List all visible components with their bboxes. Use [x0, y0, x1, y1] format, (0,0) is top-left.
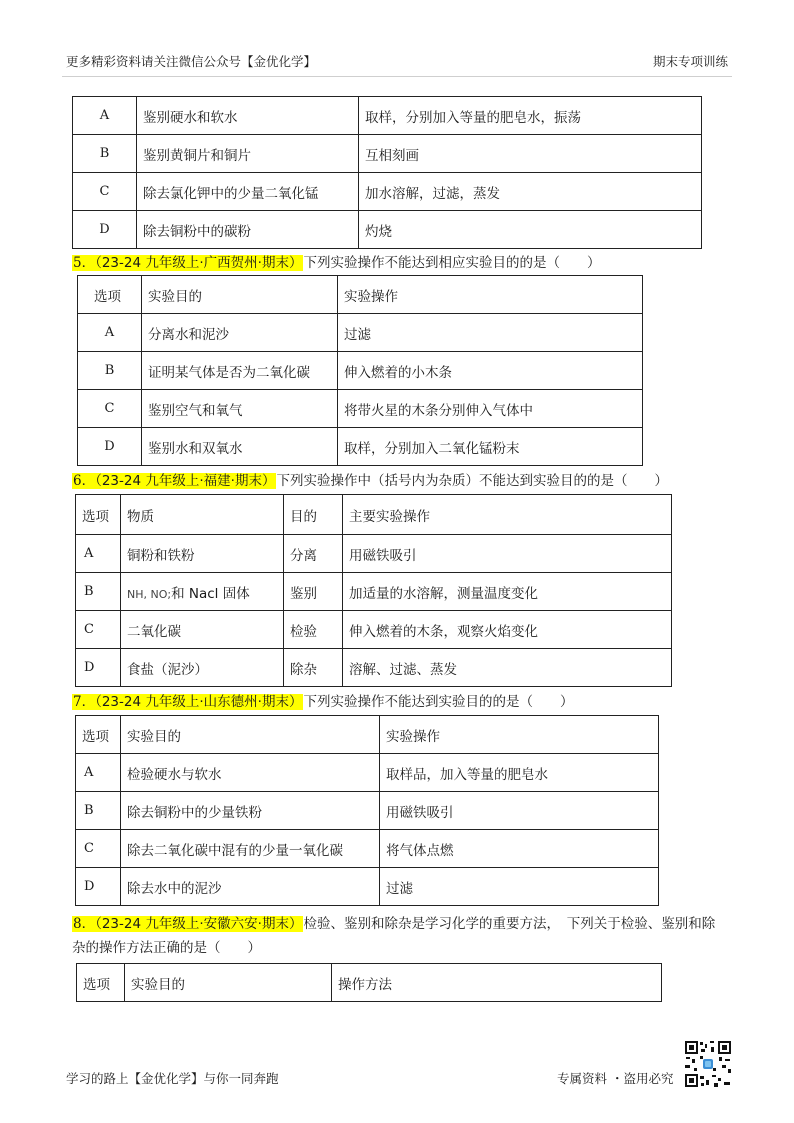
table-header-row [77, 964, 662, 1002]
goal-cell: 鉴别空气和氧气 [142, 390, 338, 428]
column-header: 选项 [76, 716, 121, 754]
operation-cell: 灼烧 [359, 211, 702, 249]
table-row [76, 611, 672, 649]
header-left-text: 更多精彩资料请关注微信公众号【金优化学】 [66, 54, 317, 69]
table-row [78, 352, 643, 390]
formula-text: NH, NO; [127, 587, 172, 601]
column-header: 主要实验操作 [343, 495, 672, 535]
option-cell: D [73, 211, 137, 249]
aim-cell: 除杂 [284, 649, 343, 687]
option-cell: D [76, 868, 121, 906]
aim-cell: 鉴别 [284, 573, 343, 611]
goal-cell: 除去氯化钾中的少量二氧化锰 [137, 173, 359, 211]
substance-cell: 食盐（泥沙） [121, 649, 284, 687]
qr-code-icon [684, 1040, 732, 1088]
q7-stem: 7．（23-24 九年级上·山东德州·期末）下列实验操作不能达到实验目的的是（ ） [73, 694, 574, 710]
operation-cell: 将带火星的木条分别伸入气体中 [338, 390, 643, 428]
q8-stem-line2: 杂的操作方法正确的是（ ） [72, 940, 261, 956]
operation-cell: 将气体点燃 [380, 830, 659, 868]
column-header: 选项 [78, 276, 142, 314]
q7-table [75, 715, 659, 906]
option-cell: B [78, 352, 142, 390]
table-row [78, 428, 643, 466]
table-header-row [76, 495, 672, 535]
operation-cell: 取样，分别加入等量的肥皂水，振荡 [359, 97, 702, 135]
substance-cell: NH, NO;和 Nacl 固体 [121, 573, 284, 611]
option-cell: B [76, 792, 121, 830]
table-row [78, 314, 643, 352]
q4-table [72, 96, 702, 249]
operation-cell: 溶解、过滤、蒸发 [343, 649, 672, 687]
q5-source-highlight: 5．（23-24 九年级上·广西贺州·期末） [73, 255, 303, 271]
goal-cell: 证明某气体是否为二氧化碳 [142, 352, 338, 390]
table-row [76, 535, 672, 573]
q6-table [75, 494, 672, 687]
table-row [73, 135, 702, 173]
table-row [73, 211, 702, 249]
option-cell: A [76, 754, 121, 792]
operation-cell: 伸入燃着的小木条 [338, 352, 643, 390]
option-cell: B [73, 135, 137, 173]
footer-right-text: 专属资料 ・盗用必究 [557, 1071, 674, 1086]
table-header-row [78, 276, 643, 314]
goal-cell: 除去铜粉中的少量铁粉 [121, 792, 380, 830]
column-header: 实验操作 [338, 276, 643, 314]
operation-cell: 取样品，加入等量的肥皂水 [380, 754, 659, 792]
header-right-text: 期末专项训练 [652, 54, 728, 69]
q8-table [76, 963, 662, 1002]
q8-source-highlight: 8．（23-24 九年级上·安徽六安·期末） [73, 916, 303, 932]
q8-stem: 8．（23-24 九年级上·安徽六安·期末）检验、鉴别和除杂是学习化学的重要方法， 下列关于检验、鉴别和除 [73, 916, 716, 932]
option-cell: D [78, 428, 142, 466]
operation-cell: 互相刻画 [359, 135, 702, 173]
column-header: 选项 [76, 495, 121, 535]
operation-cell: 加水溶解，过滤，蒸发 [359, 173, 702, 211]
operation-cell: 加适量的水溶解，测量温度变化 [343, 573, 672, 611]
option-cell: C [76, 611, 121, 649]
option-cell: C [78, 390, 142, 428]
column-header: 实验目的 [142, 276, 338, 314]
table-row [76, 792, 659, 830]
option-cell: B [76, 573, 121, 611]
goal-cell: 鉴别硬水和软水 [137, 97, 359, 135]
column-header: 目的 [284, 495, 343, 535]
option-cell: C [73, 173, 137, 211]
q7-source-highlight: 7．（23-24 九年级上·山东德州·期末） [73, 694, 303, 710]
table-row [76, 573, 672, 611]
table-row [76, 649, 672, 687]
table-row [78, 390, 643, 428]
column-header: 实验目的 [125, 964, 332, 1002]
operation-cell: 用磁铁吸引 [380, 792, 659, 830]
q6-stem: 6．（23-24 九年级上·福建·期末）下列实验操作中（括号内为杂质）不能达到实验目的的是（ ） [73, 473, 668, 489]
option-cell: A [73, 97, 137, 135]
substance-cell: 二氧化碳 [121, 611, 284, 649]
column-header: 选项 [77, 964, 125, 1002]
header-divider [62, 76, 732, 77]
aim-cell: 分离 [284, 535, 343, 573]
operation-cell: 伸入燃着的木条，观察火焰变化 [343, 611, 672, 649]
option-cell: D [76, 649, 121, 687]
footer-left-text: 学习的路上【金优化学】与你一同奔跑 [66, 1071, 279, 1086]
table-row [73, 97, 702, 135]
goal-cell: 除去二氧化碳中混有的少量一氧化碳 [121, 830, 380, 868]
operation-cell: 过滤 [380, 868, 659, 906]
table-header-row [76, 716, 659, 754]
table-row [76, 868, 659, 906]
goal-cell: 除去铜粉中的碳粉 [137, 211, 359, 249]
operation-cell: 取样，分别加入二氧化锰粉末 [338, 428, 643, 466]
q6-source-highlight: 6．（23-24 九年级上·福建·期末） [73, 473, 276, 489]
q5-table [77, 275, 643, 466]
option-cell: A [78, 314, 142, 352]
operation-cell: 用磁铁吸引 [343, 535, 672, 573]
goal-cell: 鉴别黄铜片和铜片 [137, 135, 359, 173]
column-header: 实验操作 [380, 716, 659, 754]
goal-cell: 鉴别水和双氧水 [142, 428, 338, 466]
operation-cell: 过滤 [338, 314, 643, 352]
goal-cell: 除去水中的泥沙 [121, 868, 380, 906]
column-header: 实验目的 [121, 716, 380, 754]
table-row [76, 754, 659, 792]
substance-cell: 铜粉和铁粉 [121, 535, 284, 573]
goal-cell: 分离水和泥沙 [142, 314, 338, 352]
goal-cell: 检验硬水与软水 [121, 754, 380, 792]
table-row [73, 173, 702, 211]
table-row [76, 830, 659, 868]
column-header: 操作方法 [332, 964, 662, 1002]
option-cell: A [76, 535, 121, 573]
option-cell: C [76, 830, 121, 868]
q5-stem: 5．（23-24 九年级上·广西贺州·期末）下列实验操作不能达到相应实验目的的是（ ） [73, 255, 601, 271]
column-header: 物质 [121, 495, 284, 535]
aim-cell: 检验 [284, 611, 343, 649]
